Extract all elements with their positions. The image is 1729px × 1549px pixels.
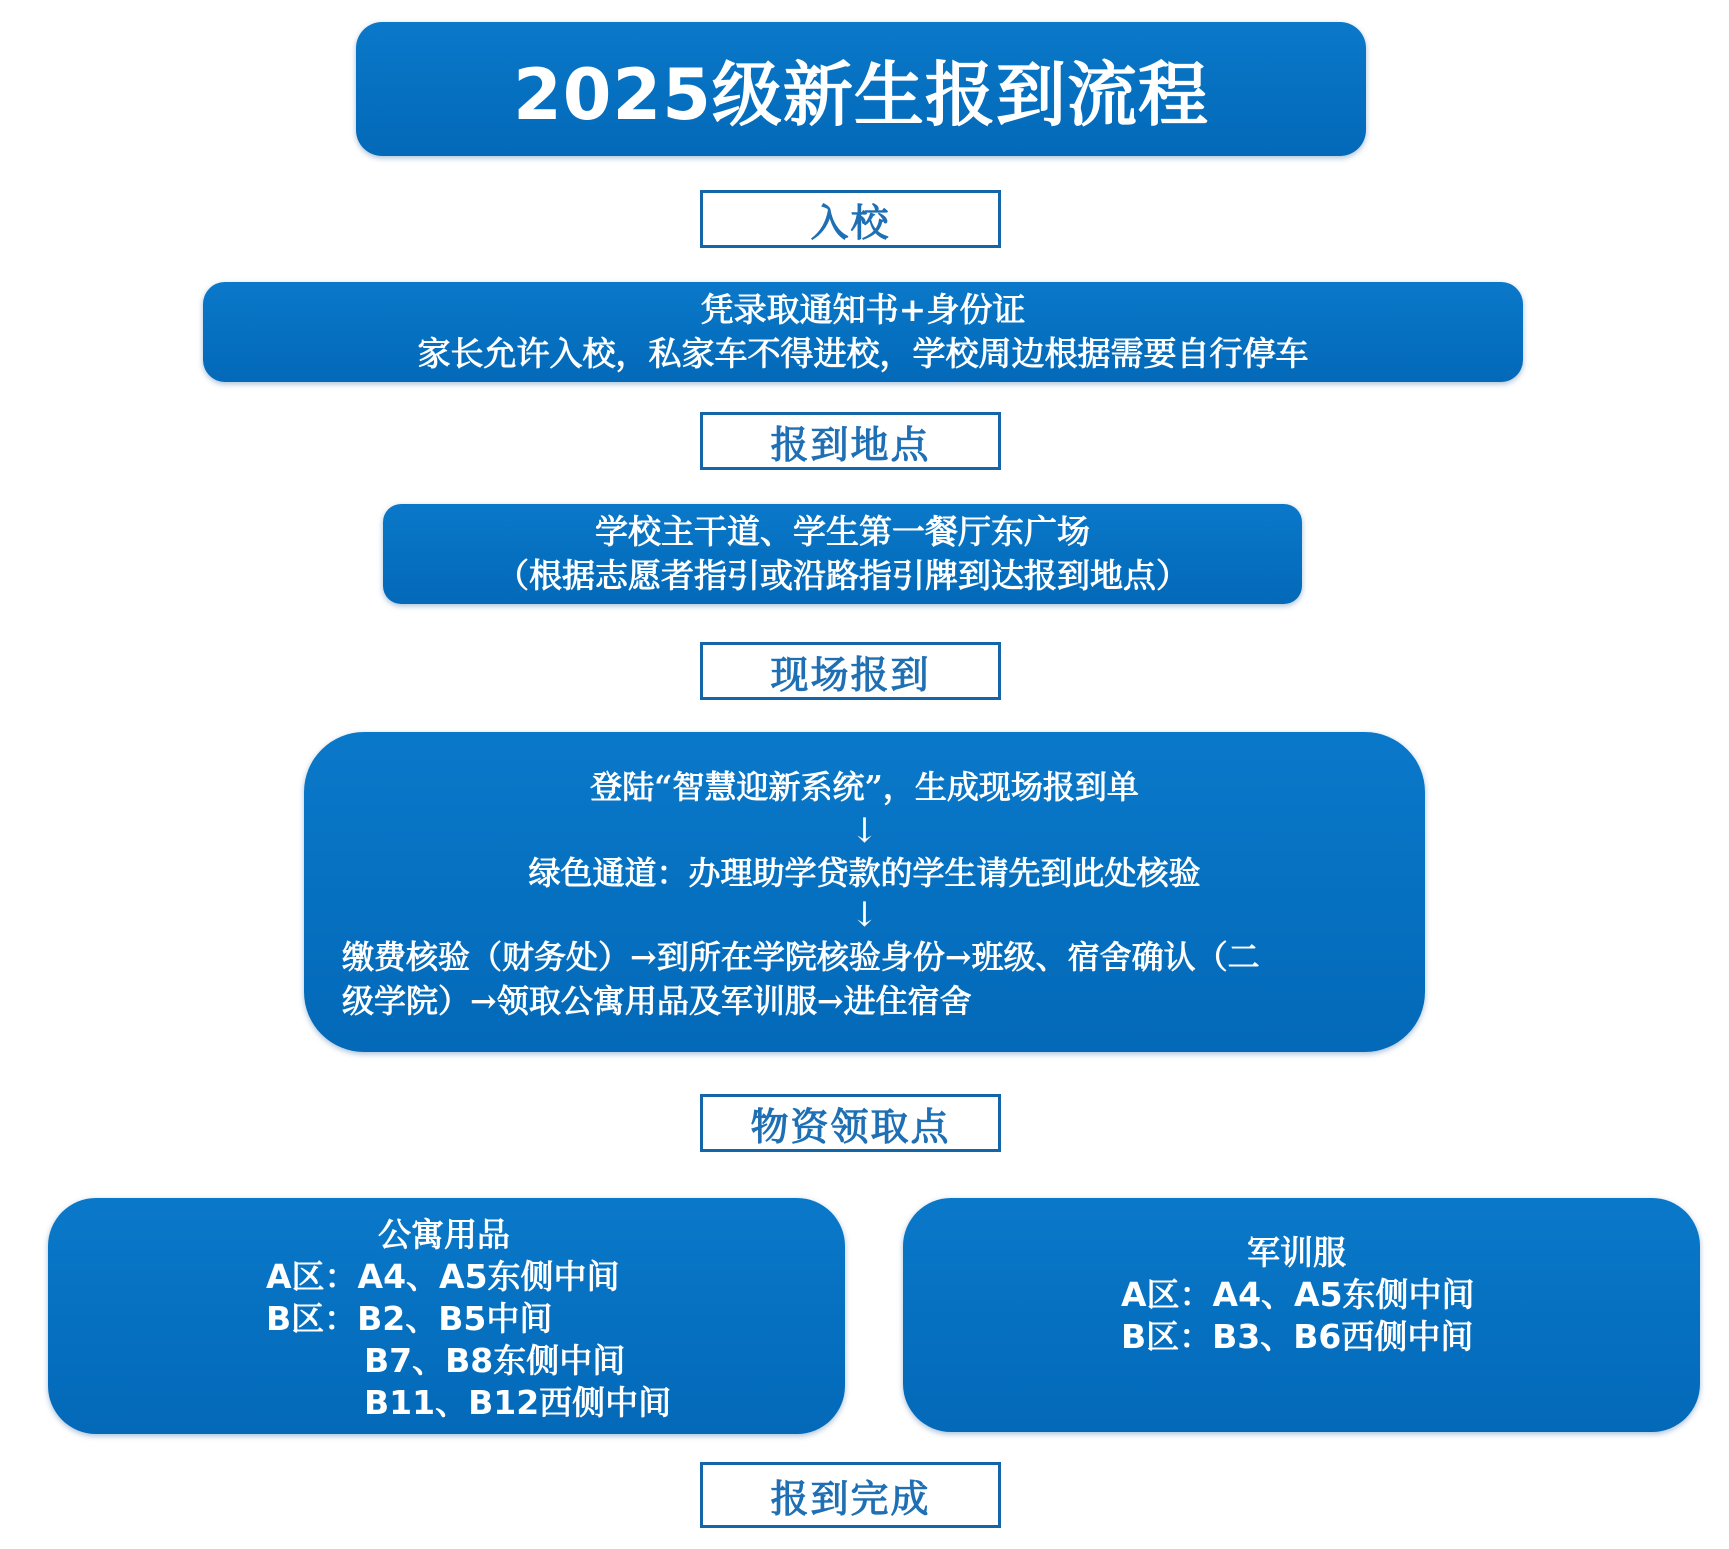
onsite-process-text-2: 级学院）→领取公寓用品及军训服→进住宿舍 [342, 982, 972, 1020]
onsite-process-text-1: 缴费核验（财务处）→到所在学院核验身份→班级、宿舍确认（二 [342, 938, 1260, 976]
step-label-location: 报到地点 [700, 412, 1001, 470]
entry-parking-text: 家长允许入校，私家车不得进校，学校周边根据需要自行停车 [417, 334, 1309, 373]
uniform-zone-a-text: A区：A4、A5东侧中间 [1121, 1275, 1475, 1314]
uniform-zone-b-text: B区：B3、B6西侧中间 [1121, 1317, 1474, 1356]
step-label-onsite: 现场报到 [700, 642, 1001, 700]
location-place-text: 学校主干道、学生第一餐厅东广场 [595, 512, 1090, 551]
down-arrow-icon: ↓ [850, 811, 879, 851]
page-title: 2025级新生报到流程 [356, 22, 1366, 156]
entry-requirement-text: 凭录取通知书+身份证 [700, 290, 1026, 329]
entry-info-box [203, 282, 1523, 382]
apartment-supplies-title: 公寓用品 [378, 1215, 510, 1254]
location-guide-text: （根据志愿者指引或沿路指引牌到达报到地点） [496, 556, 1189, 595]
step-label-done: 报到完成 [700, 1462, 1001, 1528]
onsite-green-channel-text: 绿色通道：办理助学贷款的学生请先到此处核验 [528, 854, 1201, 892]
onsite-info-box [304, 732, 1425, 1052]
apartment-zone-a-text: A区：A4、A5东侧中间 [266, 1257, 620, 1296]
location-info-box [383, 504, 1302, 604]
uniform-supplies-title: 军训服 [1247, 1233, 1346, 1272]
apartment-zone-b-text-2: B7、B8东侧中间 [364, 1341, 626, 1380]
down-arrow-icon: ↓ [850, 895, 879, 935]
apartment-zone-b-text: B区：B2、B5中间 [266, 1299, 553, 1338]
apartment-zone-b-text-3: B11、B12西侧中间 [364, 1383, 672, 1422]
step-label-entry: 入校 [700, 190, 1001, 248]
step-label-supplies: 物资领取点 [700, 1094, 1001, 1152]
uniform-supplies-box [903, 1198, 1700, 1432]
onsite-login-text: 登陆“智慧迎新系统”，生成现场报到单 [590, 768, 1139, 806]
apartment-supplies-box [48, 1198, 845, 1434]
